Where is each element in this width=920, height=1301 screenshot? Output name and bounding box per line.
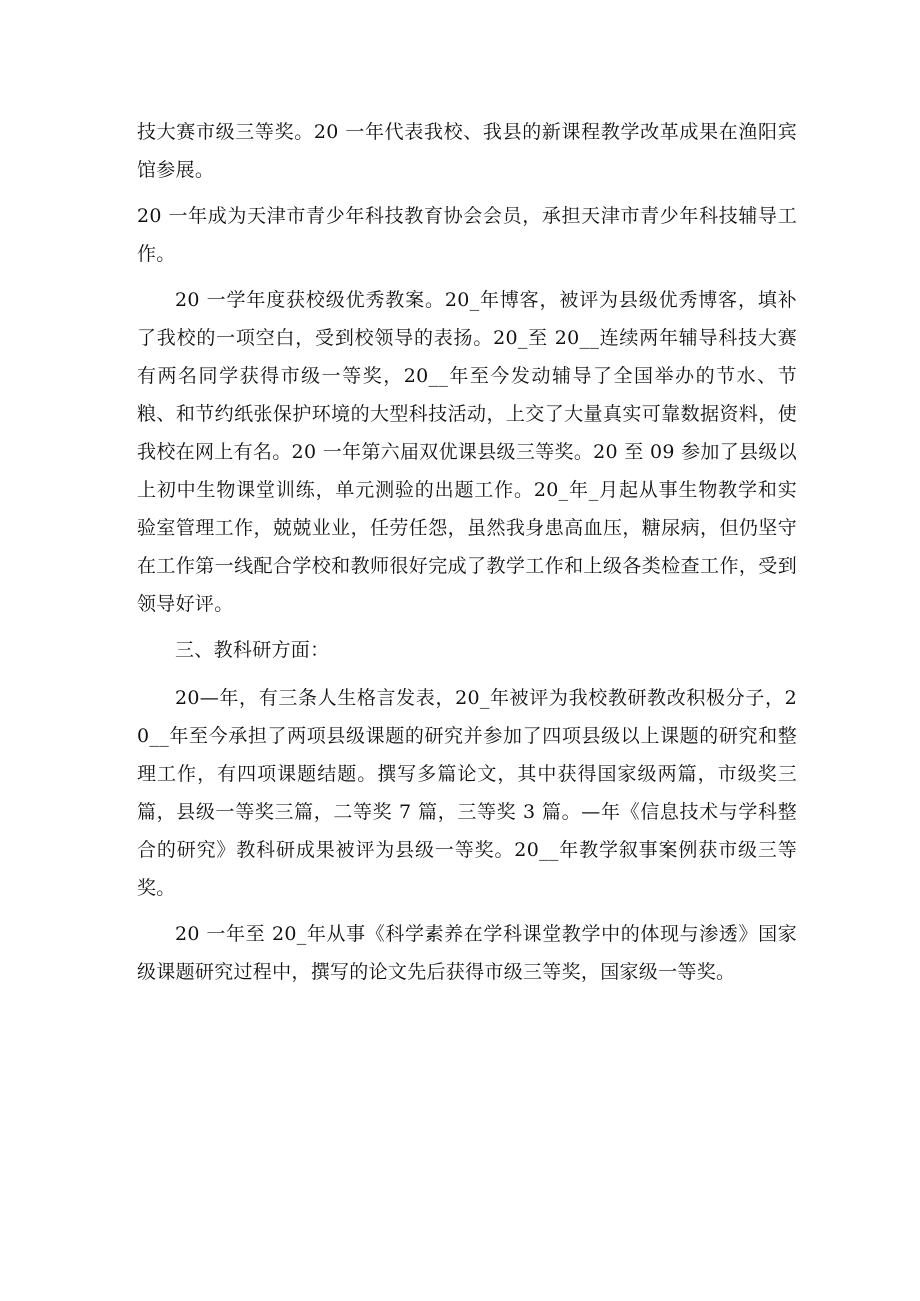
section-heading: 三、教科研方面： xyxy=(175,639,330,661)
paragraph-5: 20 一年至 20_年从事《科学素养在学科课堂教学中的体现与渗透》国家级课题研究过程中，撰写的论文先后获得市级三等奖，国家级一等奖。 xyxy=(137,923,797,983)
paragraph-2: 20 一年成为天津市青少年科技教育协会会员，承担天津市青少年科技辅导工作。 xyxy=(137,205,797,265)
paragraph-1: 技大赛市级三等奖。20 一年代表我校、我县的新课程教学改革成果在渔阳宾馆参展。 xyxy=(137,121,797,181)
document-body xyxy=(137,113,797,999)
paragraph-3: 20 一学年度获校级优秀教案。20_年博客，被评为县级优秀博客，填补了我校的一项空白，受到校领导的表扬。20_至 20__连续两年辅导科技大赛有两名同学获得市级一等奖，20__年至今发动辅导了全国举办的节水、节粮、和节约纸张保护环境的大型科技活动，上交了大量真实可靠数据资料，使我校在网上有名。20 一年第六届双优课县级三等奖。20 至 09 参加了县级以上初中生物课堂训练，单元测验的出题工作。20_年_月起从事生物教学和实验室管理工作，兢兢业业，任劳任怨，虽然我身患高血压，糖尿病，但仍坚守在工作第一线配合学校和教师很好完成了教学工作和上级各类检查工作，受到领导好评。 xyxy=(137,289,797,615)
paragraph-4: 20—年，有三条人生格言发表，20_年被评为我校教研教改积极分子，20__年至今承担了两项县级课题的研究并参加了四项县级以上课题的研究和整理工作，有四项课题结题。撰写多篇论文，其中获得国家级两篇，市级奖三篇，县级一等奖三篇，二等奖 7 篇，三等奖 3 篇。—年《信息技术与学科整合的研究》教科研成果被评为县级一等奖。20__年教学叙事案例获市级三等奖。 xyxy=(137,687,797,899)
